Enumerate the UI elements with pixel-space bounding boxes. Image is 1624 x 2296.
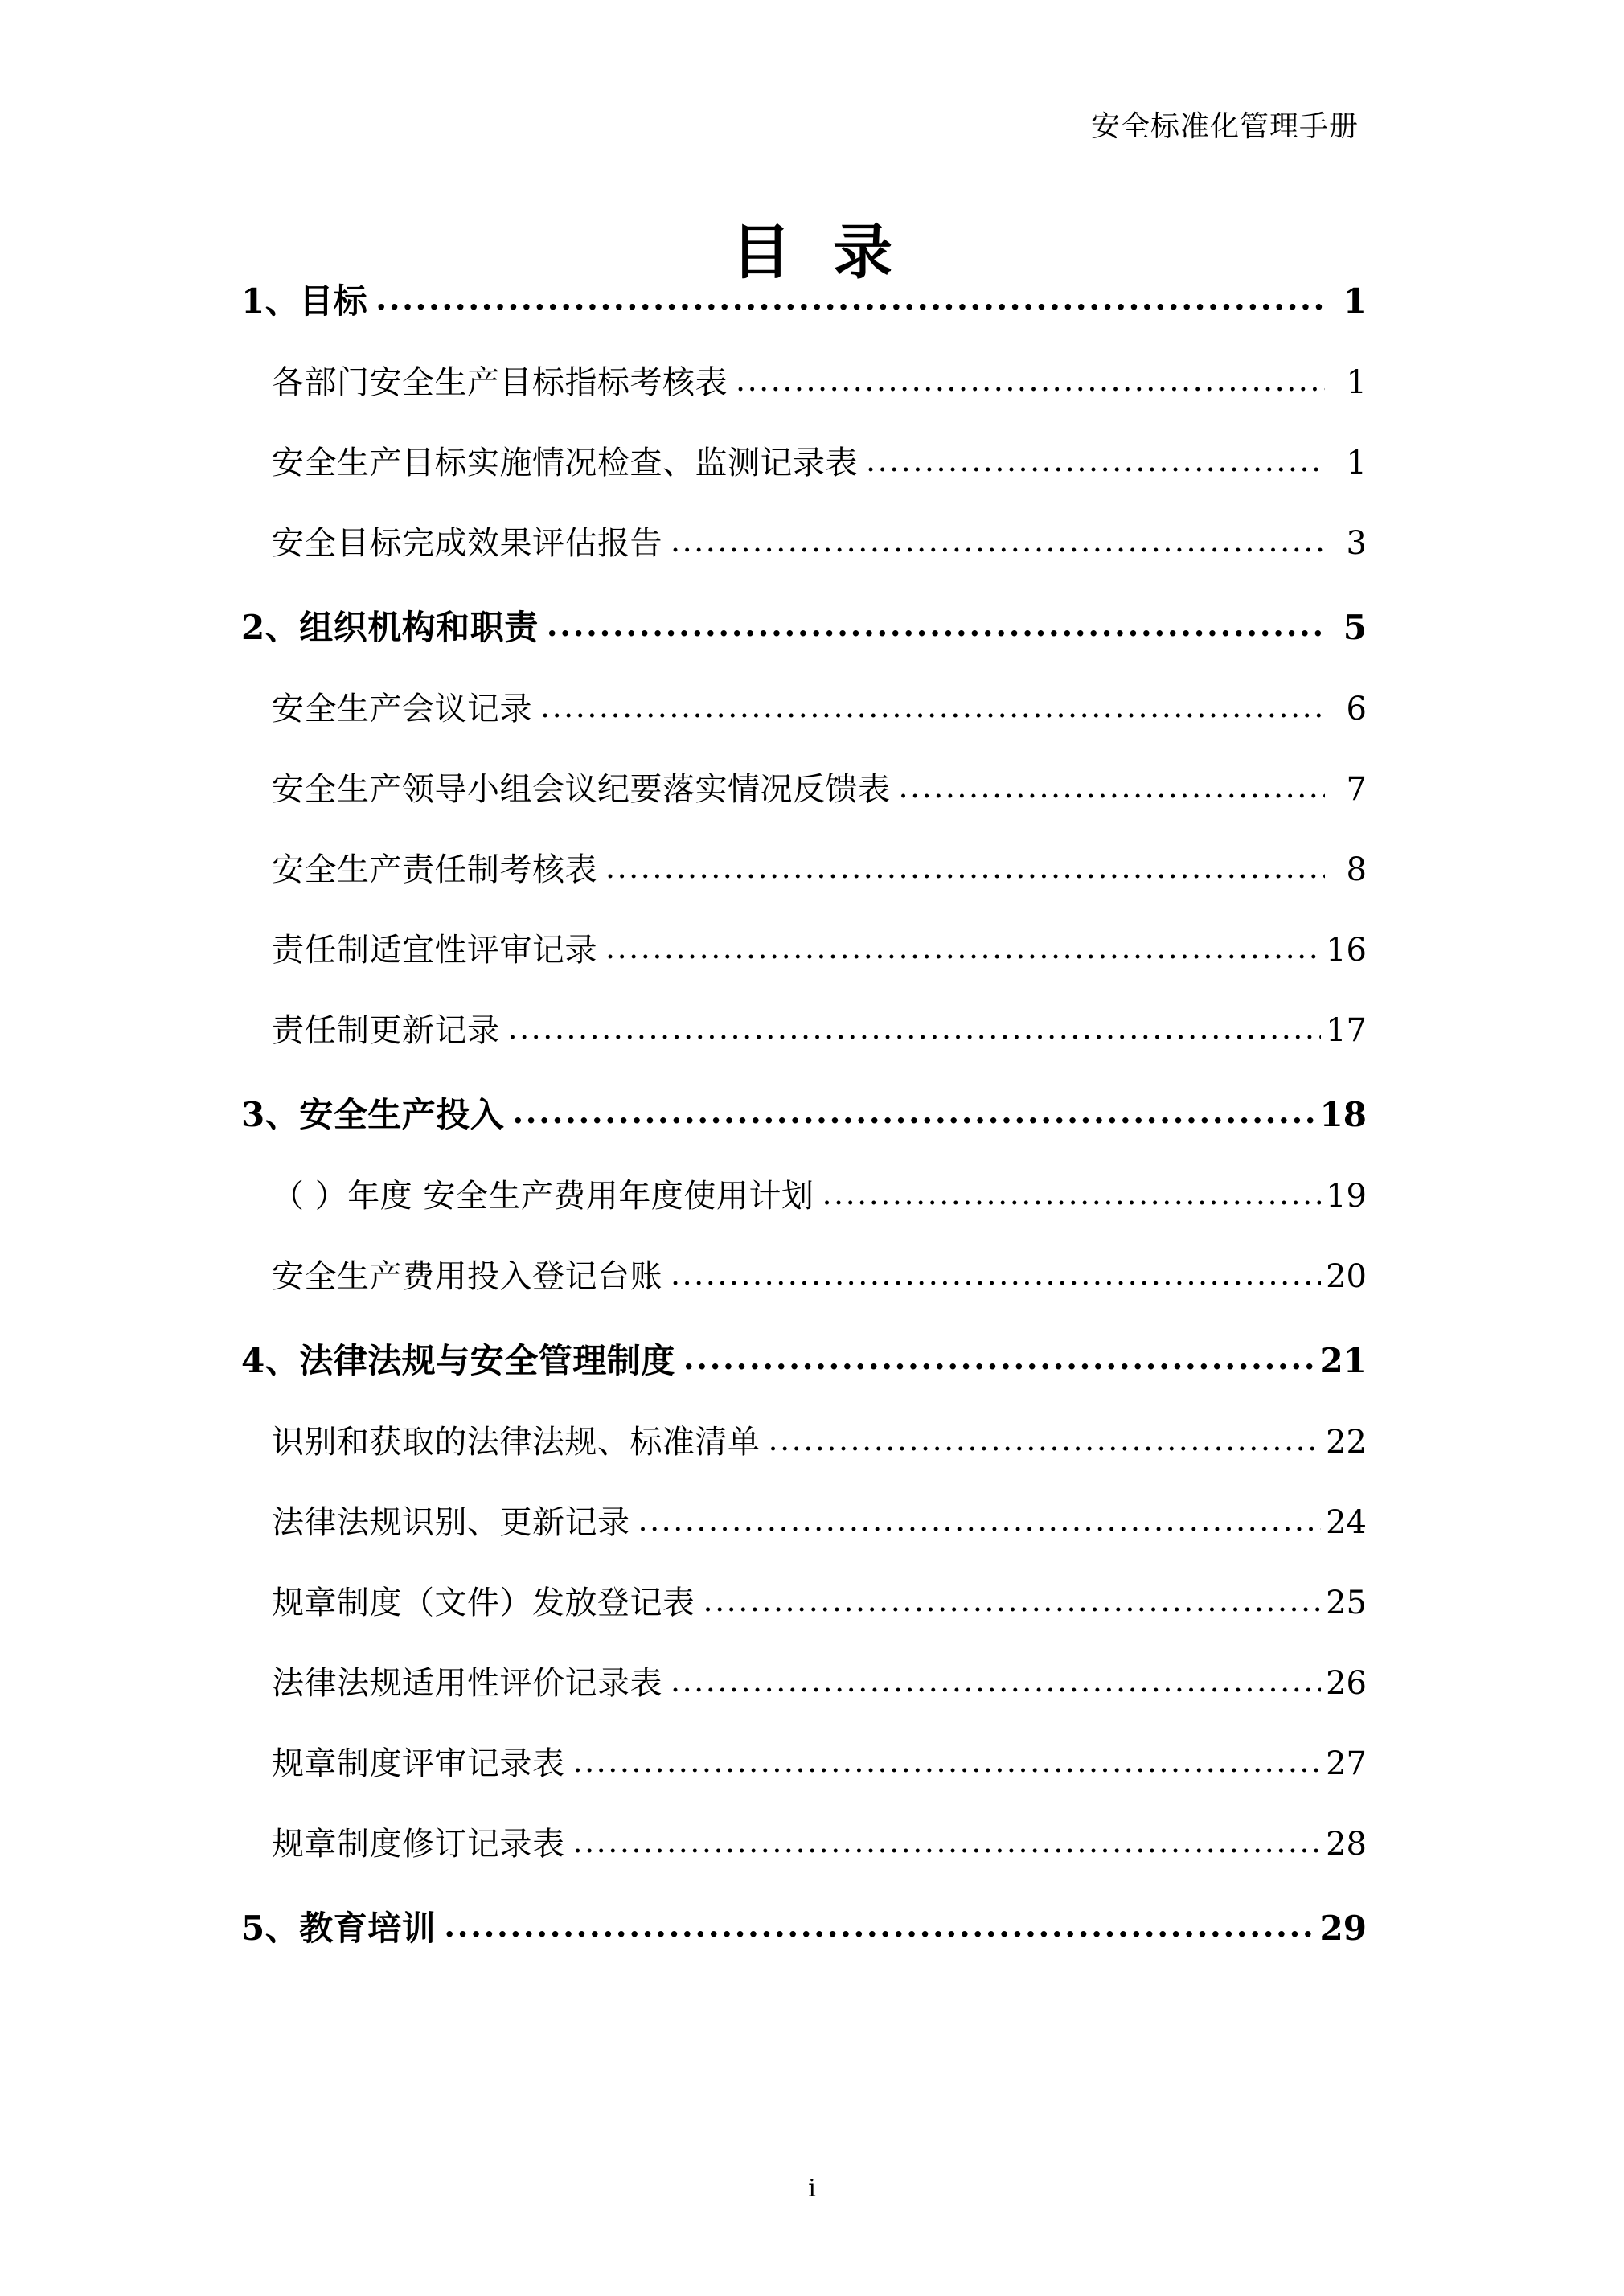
toc-leader-dots: [703, 1585, 1322, 1616]
toc-entry[interactable]: [241, 1897, 1367, 1982]
toc-leader-dots: [671, 526, 1325, 556]
toc-leader-dots: [671, 1666, 1321, 1696]
toc-entry-label: 各部门安全生产目标指标考核表: [272, 364, 728, 401]
toc-leader-dots: [540, 691, 1325, 722]
toc-entry-label: 安全目标完成效果评估报告: [272, 525, 662, 562]
toc-entry[interactable]: [272, 923, 1367, 1003]
toc-leader-dots: [638, 1505, 1322, 1535]
toc-leader-dots: [508, 1013, 1322, 1043]
toc-entry-page-number: 8: [1346, 851, 1367, 888]
toc-entry-page-number: 7: [1346, 771, 1367, 808]
toc-entry-label: 规章制度修订记录表: [272, 1826, 565, 1863]
toc-entry-label: 4、法律法规与安全管理制度: [241, 1341, 675, 1380]
toc-entry[interactable]: [272, 1736, 1367, 1817]
toc-entry-label: 规章制度（文件）发放登记表: [272, 1585, 695, 1622]
page-title: 目 录: [731, 217, 904, 287]
toc-entry[interactable]: [272, 1576, 1367, 1656]
toc-entry-label: 安全生产领导小组会议纪要落实情况反馈表: [272, 771, 891, 808]
toc-entry-label: 安全生产目标实施情况检查、监测记录表: [272, 445, 858, 482]
toc-entry[interactable]: [272, 1495, 1367, 1576]
toc-leader-dots: [605, 933, 1321, 963]
toc-entry-label: （ ）年度 安全生产费用年度使用计划: [272, 1178, 814, 1215]
toc-entry-page-number: 6: [1346, 691, 1367, 728]
toc-leader-dots: [822, 1179, 1321, 1209]
toc-entry[interactable]: [272, 1656, 1367, 1736]
toc-leader-dots: [444, 1910, 1314, 1942]
toc-entry-page-number: 16: [1326, 932, 1367, 969]
toc-entry-page-number: 21: [1319, 1341, 1367, 1380]
toc-entry-page-number: 18: [1319, 1095, 1367, 1134]
toc-entry-label: 法律法规适用性评价记录表: [272, 1665, 662, 1702]
toc-entry[interactable]: [241, 597, 1367, 682]
toc-entry-page-number: 22: [1326, 1424, 1367, 1461]
toc-entry-page-number: 29: [1319, 1909, 1367, 1948]
toc-entry-label: 安全生产责任制考核表: [272, 851, 597, 888]
toc-entry[interactable]: [272, 843, 1367, 923]
toc-entry-label: 3、安全生产投入: [241, 1095, 505, 1134]
toc-entry[interactable]: [272, 1003, 1367, 1084]
toc-entry-page-number: 5: [1343, 608, 1367, 647]
toc-leader-dots: [736, 365, 1325, 396]
toc-leader-dots: [671, 1259, 1321, 1289]
toc-entry-label: 责任制更新记录: [272, 1012, 500, 1049]
table-of-contents-list: [241, 270, 1367, 1982]
toc-entry-page-number: 17: [1326, 1012, 1367, 1049]
toc-entry[interactable]: [241, 270, 1367, 355]
toc-leader-dots: [605, 852, 1325, 883]
toc-entry-label: 安全生产会议记录: [272, 691, 532, 728]
toc-leader-dots: [769, 1425, 1322, 1455]
toc-entry-page-number: 24: [1326, 1504, 1367, 1541]
toc-entry[interactable]: [272, 1169, 1367, 1249]
toc-entry-label: 识别和获取的法律法规、标准清单: [272, 1424, 761, 1461]
toc-entry[interactable]: [272, 682, 1367, 762]
toc-entry-label: 5、教育培训: [241, 1909, 437, 1948]
toc-leader-dots: [375, 283, 1325, 315]
toc-entry-label: 2、组织机构和职责: [241, 608, 539, 647]
toc-leader-dots: [899, 772, 1326, 802]
toc-entry[interactable]: [272, 516, 1367, 597]
toc-leader-dots: [512, 1097, 1314, 1129]
footer-page-number: i: [808, 2175, 816, 2203]
toc-entry[interactable]: [272, 436, 1367, 516]
running-header-title: 安全标准化管理手册: [1090, 110, 1359, 143]
toc-entry[interactable]: [272, 355, 1367, 436]
toc-leader-dots: [683, 1343, 1315, 1375]
toc-leader-dots: [547, 609, 1325, 642]
toc-entry-label: 责任制适宜性评审记录: [272, 932, 597, 969]
toc-entry-page-number: 1: [1346, 445, 1367, 482]
toc-leader-dots: [573, 1827, 1322, 1857]
toc-leader-dots: [573, 1746, 1322, 1777]
toc-entry-page-number: 26: [1326, 1665, 1367, 1702]
toc-entry-label: 法律法规识别、更新记录: [272, 1504, 630, 1541]
toc-entry-page-number: 19: [1326, 1178, 1367, 1215]
toc-entry-page-number: 1: [1346, 364, 1367, 401]
toc-entry[interactable]: [241, 1330, 1367, 1415]
toc-entry-page-number: 25: [1326, 1585, 1367, 1622]
toc-entry[interactable]: [272, 1415, 1367, 1495]
toc-entry-page-number: 28: [1326, 1826, 1367, 1863]
toc-entry-label: 安全生产费用投入登记台账: [272, 1258, 662, 1295]
toc-entry-page-number: 27: [1326, 1745, 1367, 1782]
toc-entry-label: 规章制度评审记录表: [272, 1745, 565, 1782]
toc-entry-page-number: 3: [1346, 525, 1367, 562]
toc-entry[interactable]: [241, 1084, 1367, 1169]
toc-entry[interactable]: [272, 762, 1367, 843]
toc-entry[interactable]: [272, 1249, 1367, 1330]
toc-entry-page-number: 1: [1343, 281, 1367, 321]
toc-leader-dots: [866, 445, 1325, 476]
toc-entry-page-number: 20: [1326, 1258, 1367, 1295]
toc-entry[interactable]: [272, 1817, 1367, 1897]
toc-entry-label: 1、目标: [241, 281, 368, 321]
